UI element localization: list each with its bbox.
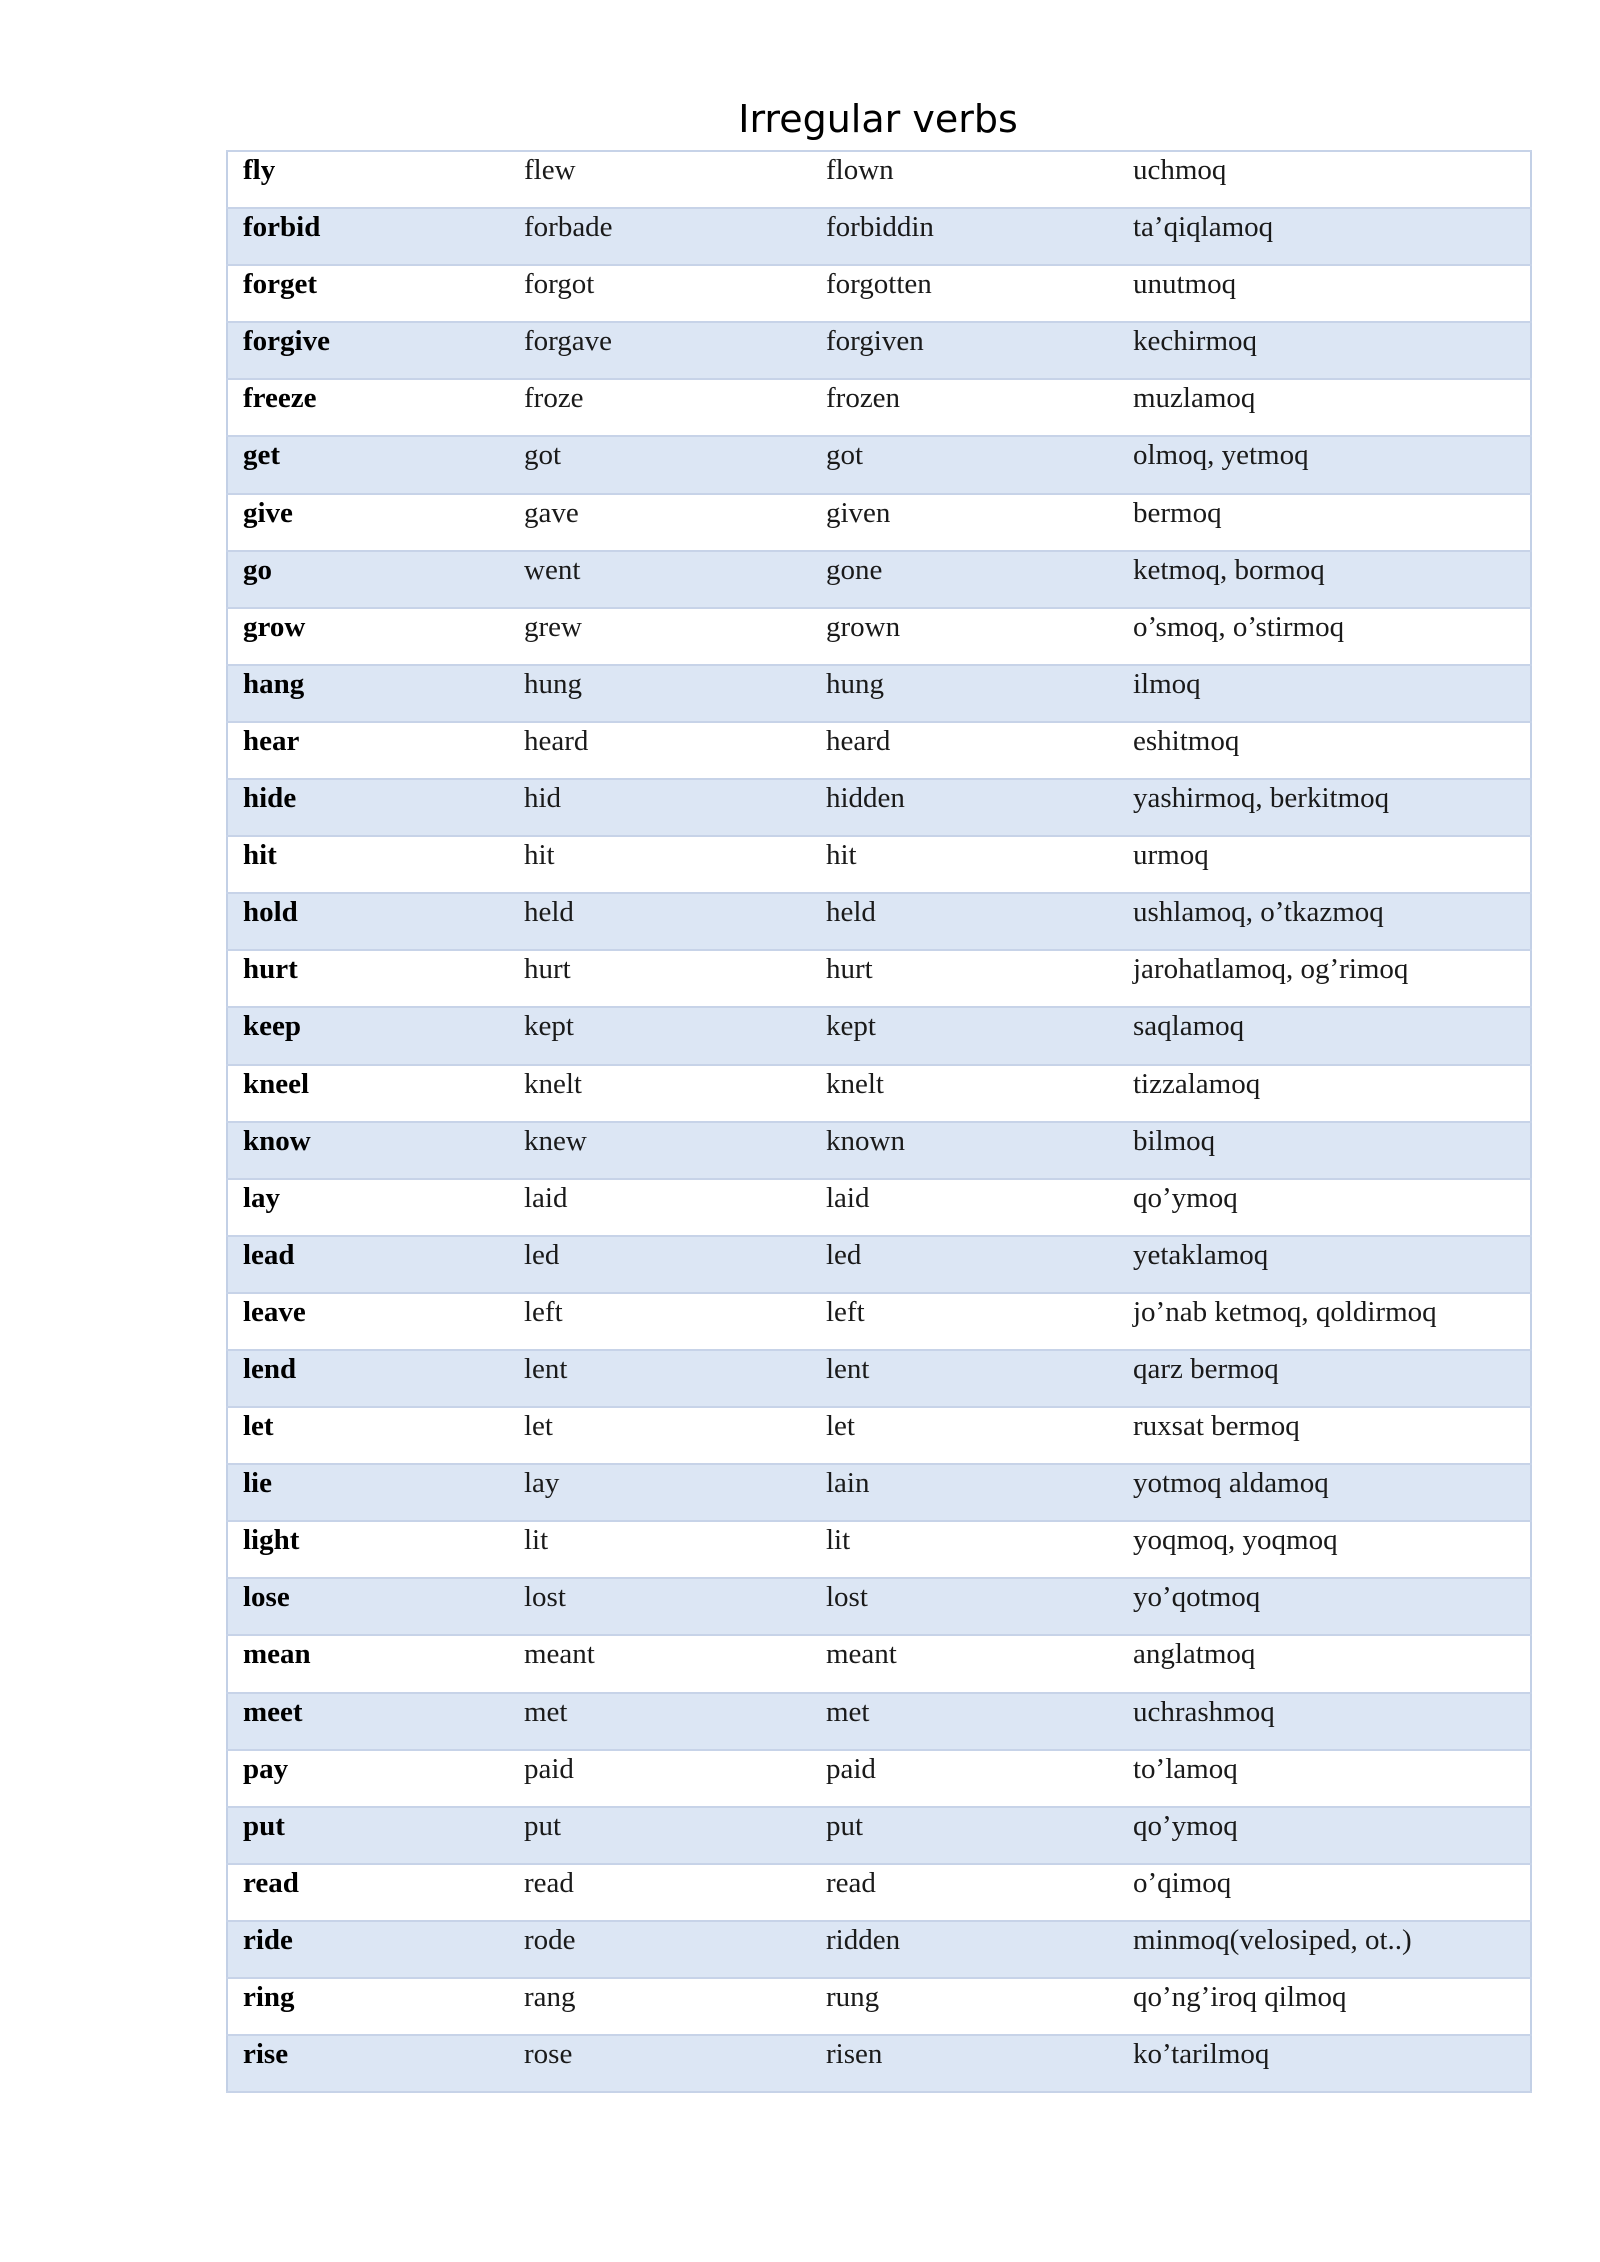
- base-form-cell: lead: [227, 1236, 509, 1293]
- translation-cell: yo’qotmoq: [1131, 1578, 1531, 1635]
- table-row: [227, 379, 1531, 436]
- translation-cell: ko’tarilmoq: [1131, 2035, 1531, 2092]
- base-form-cell: read: [227, 1864, 509, 1921]
- translation-cell: kechirmoq: [1131, 322, 1531, 379]
- past-participle-cell: known: [811, 1122, 1131, 1179]
- past-simple-cell: laid: [509, 1179, 811, 1236]
- past-simple-cell: forgave: [509, 322, 811, 379]
- past-simple-cell: led: [509, 1236, 811, 1293]
- past-simple-cell: put: [509, 1807, 811, 1864]
- base-form-cell: kneel: [227, 1065, 509, 1122]
- base-form-cell: know: [227, 1122, 509, 1179]
- past-simple-cell: forbade: [509, 208, 811, 265]
- translation-cell: qarz bermoq: [1131, 1350, 1531, 1407]
- past-simple-cell: forgot: [509, 265, 811, 322]
- base-form-cell: let: [227, 1407, 509, 1464]
- past-simple-cell: kept: [509, 1007, 811, 1064]
- past-participle-cell: lain: [811, 1464, 1131, 1521]
- translation-cell: to’lamoq: [1131, 1750, 1531, 1807]
- base-form-cell: mean: [227, 1635, 509, 1692]
- base-form-cell: hurt: [227, 950, 509, 1007]
- base-form-cell: ride: [227, 1921, 509, 1978]
- past-participle-cell: forbiddin: [811, 208, 1131, 265]
- table-row: [227, 836, 1531, 893]
- base-form-cell: forgive: [227, 322, 509, 379]
- translation-cell: uchmoq: [1131, 151, 1531, 208]
- past-participle-cell: risen: [811, 2035, 1131, 2092]
- past-participle-cell: held: [811, 893, 1131, 950]
- translation-cell: olmoq, yetmoq: [1131, 436, 1531, 493]
- past-participle-cell: meant: [811, 1635, 1131, 1692]
- table-row: [227, 494, 1531, 551]
- past-simple-cell: paid: [509, 1750, 811, 1807]
- past-simple-cell: rode: [509, 1921, 811, 1978]
- table-row: [227, 551, 1531, 608]
- past-simple-cell: lit: [509, 1521, 811, 1578]
- translation-cell: yetaklamoq: [1131, 1236, 1531, 1293]
- past-simple-cell: meant: [509, 1635, 811, 1692]
- translation-cell: muzlamoq: [1131, 379, 1531, 436]
- table-row: [227, 1464, 1531, 1521]
- past-participle-cell: led: [811, 1236, 1131, 1293]
- translation-cell: yoqmoq, yoqmoq: [1131, 1521, 1531, 1578]
- table-row: [227, 665, 1531, 722]
- table-row: [227, 1122, 1531, 1179]
- past-simple-cell: froze: [509, 379, 811, 436]
- base-form-cell: hear: [227, 722, 509, 779]
- base-form-cell: lend: [227, 1350, 509, 1407]
- table-row: [227, 1007, 1531, 1064]
- past-simple-cell: flew: [509, 151, 811, 208]
- base-form-cell: lie: [227, 1464, 509, 1521]
- table-row: [227, 265, 1531, 322]
- base-form-cell: forbid: [227, 208, 509, 265]
- past-simple-cell: got: [509, 436, 811, 493]
- table-row: [227, 608, 1531, 665]
- past-simple-cell: gave: [509, 494, 811, 551]
- table-row: [227, 1065, 1531, 1122]
- table-row: [227, 1236, 1531, 1293]
- base-form-cell: hang: [227, 665, 509, 722]
- past-simple-cell: lay: [509, 1464, 811, 1521]
- base-form-cell: ring: [227, 1978, 509, 2035]
- table-row: [227, 151, 1531, 208]
- past-simple-cell: grew: [509, 608, 811, 665]
- table-row: [227, 1521, 1531, 1578]
- table-row: [227, 1921, 1531, 1978]
- table-row: [227, 1864, 1531, 1921]
- table-row: [227, 722, 1531, 779]
- past-simple-cell: lost: [509, 1578, 811, 1635]
- past-simple-cell: hid: [509, 779, 811, 836]
- past-participle-cell: met: [811, 1693, 1131, 1750]
- table-row: [227, 1179, 1531, 1236]
- translation-cell: ushlamoq, o’tkazmoq: [1131, 893, 1531, 950]
- past-simple-cell: knelt: [509, 1065, 811, 1122]
- base-form-cell: fly: [227, 151, 509, 208]
- translation-cell: saqlamoq: [1131, 1007, 1531, 1064]
- table-row: [227, 1635, 1531, 1692]
- base-form-cell: leave: [227, 1293, 509, 1350]
- past-participle-cell: hit: [811, 836, 1131, 893]
- translation-cell: minmoq(velosiped, ot..): [1131, 1921, 1531, 1978]
- table-row: [227, 1293, 1531, 1350]
- translation-cell: ilmoq: [1131, 665, 1531, 722]
- past-simple-cell: knew: [509, 1122, 811, 1179]
- base-form-cell: rise: [227, 2035, 509, 2092]
- table-row: [227, 2035, 1531, 2092]
- translation-cell: qo’ymoq: [1131, 1179, 1531, 1236]
- base-form-cell: grow: [227, 608, 509, 665]
- past-participle-cell: let: [811, 1407, 1131, 1464]
- translation-cell: jo’nab ketmoq, qoldirmoq: [1131, 1293, 1531, 1350]
- table-row: [227, 436, 1531, 493]
- past-participle-cell: lost: [811, 1578, 1131, 1635]
- table-row: [227, 1750, 1531, 1807]
- table-row: [227, 1807, 1531, 1864]
- table-row: [227, 1693, 1531, 1750]
- past-participle-cell: got: [811, 436, 1131, 493]
- translation-cell: qo’ng’iroq qilmoq: [1131, 1978, 1531, 2035]
- past-simple-cell: rang: [509, 1978, 811, 2035]
- past-participle-cell: rung: [811, 1978, 1131, 2035]
- past-participle-cell: kept: [811, 1007, 1131, 1064]
- past-simple-cell: went: [509, 551, 811, 608]
- base-form-cell: forget: [227, 265, 509, 322]
- translation-cell: anglatmoq: [1131, 1635, 1531, 1692]
- past-simple-cell: read: [509, 1864, 811, 1921]
- base-form-cell: hit: [227, 836, 509, 893]
- base-form-cell: put: [227, 1807, 509, 1864]
- page-title: Irregular verbs: [738, 97, 1018, 141]
- translation-cell: tizzalamoq: [1131, 1065, 1531, 1122]
- base-form-cell: meet: [227, 1693, 509, 1750]
- table-row: [227, 1407, 1531, 1464]
- past-simple-cell: hit: [509, 836, 811, 893]
- table-row: [227, 322, 1531, 379]
- translation-cell: bilmoq: [1131, 1122, 1531, 1179]
- base-form-cell: lay: [227, 1179, 509, 1236]
- past-simple-cell: rose: [509, 2035, 811, 2092]
- past-participle-cell: lit: [811, 1521, 1131, 1578]
- past-participle-cell: forgotten: [811, 265, 1131, 322]
- base-form-cell: get: [227, 436, 509, 493]
- past-participle-cell: paid: [811, 1750, 1131, 1807]
- past-simple-cell: hurt: [509, 950, 811, 1007]
- past-participle-cell: heard: [811, 722, 1131, 779]
- translation-cell: ruxsat bermoq: [1131, 1407, 1531, 1464]
- translation-cell: yashirmoq, berkitmoq: [1131, 779, 1531, 836]
- base-form-cell: go: [227, 551, 509, 608]
- past-participle-cell: read: [811, 1864, 1131, 1921]
- table-row: [227, 950, 1531, 1007]
- table-row: [227, 208, 1531, 265]
- past-participle-cell: frozen: [811, 379, 1131, 436]
- translation-cell: unutmoq: [1131, 265, 1531, 322]
- past-participle-cell: left: [811, 1293, 1131, 1350]
- verb-table-body: [227, 151, 1531, 2092]
- translation-cell: qo’ymoq: [1131, 1807, 1531, 1864]
- table-row: [227, 779, 1531, 836]
- irregular-verbs-table: [226, 150, 1532, 2093]
- base-form-cell: freeze: [227, 379, 509, 436]
- past-participle-cell: hung: [811, 665, 1131, 722]
- past-simple-cell: met: [509, 1693, 811, 1750]
- translation-cell: ketmoq, bormoq: [1131, 551, 1531, 608]
- past-simple-cell: let: [509, 1407, 811, 1464]
- past-participle-cell: ridden: [811, 1921, 1131, 1978]
- translation-cell: o’smoq, o’stirmoq: [1131, 608, 1531, 665]
- translation-cell: eshitmoq: [1131, 722, 1531, 779]
- base-form-cell: pay: [227, 1750, 509, 1807]
- translation-cell: uchrashmoq: [1131, 1693, 1531, 1750]
- past-participle-cell: laid: [811, 1179, 1131, 1236]
- table-row: [227, 1978, 1531, 2035]
- base-form-cell: lose: [227, 1578, 509, 1635]
- past-simple-cell: left: [509, 1293, 811, 1350]
- past-simple-cell: heard: [509, 722, 811, 779]
- base-form-cell: keep: [227, 1007, 509, 1064]
- past-participle-cell: hidden: [811, 779, 1131, 836]
- past-participle-cell: given: [811, 494, 1131, 551]
- past-participle-cell: put: [811, 1807, 1131, 1864]
- past-simple-cell: lent: [509, 1350, 811, 1407]
- base-form-cell: hide: [227, 779, 509, 836]
- translation-cell: yotmoq aldamoq: [1131, 1464, 1531, 1521]
- translation-cell: bermoq: [1131, 494, 1531, 551]
- table-row: [227, 1578, 1531, 1635]
- past-simple-cell: held: [509, 893, 811, 950]
- past-participle-cell: flown: [811, 151, 1131, 208]
- past-participle-cell: forgiven: [811, 322, 1131, 379]
- translation-cell: urmoq: [1131, 836, 1531, 893]
- base-form-cell: light: [227, 1521, 509, 1578]
- past-simple-cell: hung: [509, 665, 811, 722]
- past-participle-cell: grown: [811, 608, 1131, 665]
- translation-cell: o’qimoq: [1131, 1864, 1531, 1921]
- table-row: [227, 893, 1531, 950]
- base-form-cell: give: [227, 494, 509, 551]
- table-row: [227, 1350, 1531, 1407]
- past-participle-cell: gone: [811, 551, 1131, 608]
- translation-cell: jarohatlamoq, og’rimoq: [1131, 950, 1531, 1007]
- base-form-cell: hold: [227, 893, 509, 950]
- past-participle-cell: hurt: [811, 950, 1131, 1007]
- past-participle-cell: lent: [811, 1350, 1131, 1407]
- translation-cell: ta’qiqlamoq: [1131, 208, 1531, 265]
- past-participle-cell: knelt: [811, 1065, 1131, 1122]
